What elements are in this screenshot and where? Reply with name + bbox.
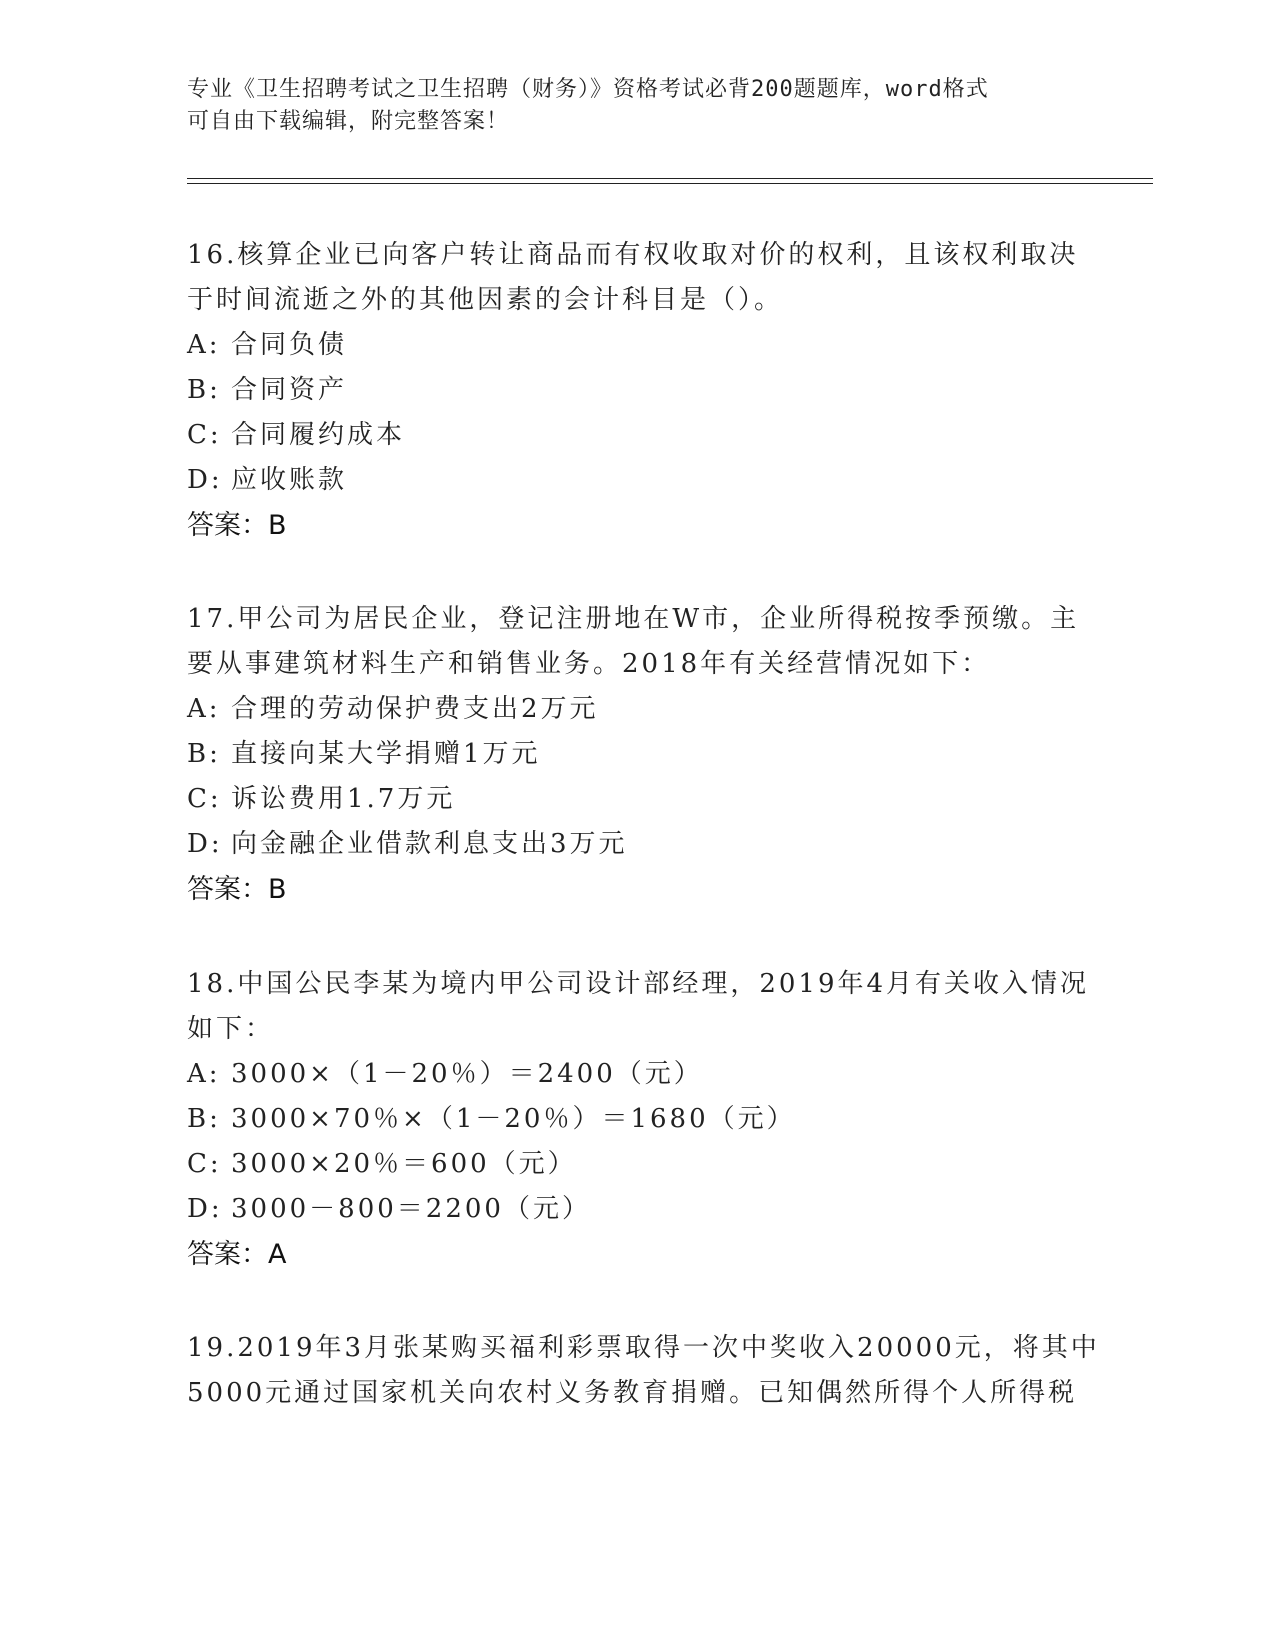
option-b [187,732,1087,777]
question-stem-line: 19.2019年3月张某购买福利彩票取得一次中奖收入20000元，将其中 [187,1333,1100,1363]
option-letter: D: [187,465,223,495]
question-stem [187,962,1090,1052]
option-c [187,413,1087,458]
answer-line: 答案：B [187,510,287,541]
question-stem-line: 5000元通过国家机关向农村义务教育捐赠。已知偶然所得个人所得税 [187,1378,1078,1408]
header-line-2: 可自由下载编辑，附完整答案！ [187,109,510,134]
option-text: 诉讼费用1.7万元 [231,784,456,814]
question-stem-line: 要从事建筑材料生产和销售业务。2018年有关经营情况如下： [187,649,991,679]
option-letter: A: [187,694,221,724]
question-stem [187,597,1087,687]
option-letter: B: [187,1104,221,1134]
option-a [187,323,1087,368]
option-b [187,368,1087,413]
option-text: 应收账款 [231,465,348,495]
option-letter: B: [187,375,221,405]
option-text: 合理的劳动保护费支出2万元 [231,694,599,724]
option-text: 3000×（1－20％）＝2400（元） [231,1059,703,1089]
option-letter: C: [187,420,222,450]
question-stem-line: 如下： [187,1014,275,1044]
option-letter: C: [187,1149,222,1179]
option-text: 合同资产 [231,375,348,405]
option-text: 3000×20％＝600（元） [231,1149,577,1179]
document-header [187,74,1087,138]
option-c [187,777,1087,822]
option-letter: A: [187,1059,221,1089]
answer-line: 答案：B [187,874,287,905]
question-18 [187,962,1090,1277]
question-17 [187,597,1087,912]
option-text: 合同负债 [231,330,348,360]
option-d [187,458,1087,503]
question-stem-line: 17.甲公司为居民企业，登记注册地在W市，企业所得税按季预缴。主 [187,604,1080,634]
header-divider-top [187,178,1153,179]
option-c [187,1142,1087,1187]
question-stem-line: 于时间流逝之外的其他因素的会计科目是（）。 [187,285,784,315]
option-d [187,1187,1087,1232]
question-16 [187,233,1087,548]
option-letter: D: [187,1194,223,1224]
option-text: 3000－800＝2200（元） [231,1194,591,1224]
option-b [187,1097,1087,1142]
option-a [187,1052,1087,1097]
option-text: 直接向某大学捐赠1万元 [231,739,541,769]
option-text: 3000×70％×（1－20％）＝1680（元） [231,1104,796,1134]
question-stem-line: 16.核算企业已向客户转让商品而有权收取对价的权利，且该权利取决 [187,240,1079,270]
option-letter: D: [187,829,223,859]
option-text: 合同履约成本 [231,420,406,450]
option-d [187,822,1087,867]
question-19 [187,1326,1100,1416]
option-letter: A: [187,330,221,360]
question-stem [187,233,1087,323]
option-a [187,687,1087,732]
question-stem [187,1326,1100,1416]
header-divider-bottom [187,183,1153,184]
option-letter: C: [187,784,222,814]
header-line-1: 专业《卫生招聘考试之卫生招聘（财务）》资格考试必背200题题库，word格式 [187,77,989,102]
option-letter: B: [187,739,221,769]
answer-line: 答案：A [187,1239,287,1270]
option-text: 向金融企业借款利息支出3万元 [231,829,628,859]
question-stem-line: 18.中国公民李某为境内甲公司设计部经理，2019年4月有关收入情况 [187,969,1090,999]
